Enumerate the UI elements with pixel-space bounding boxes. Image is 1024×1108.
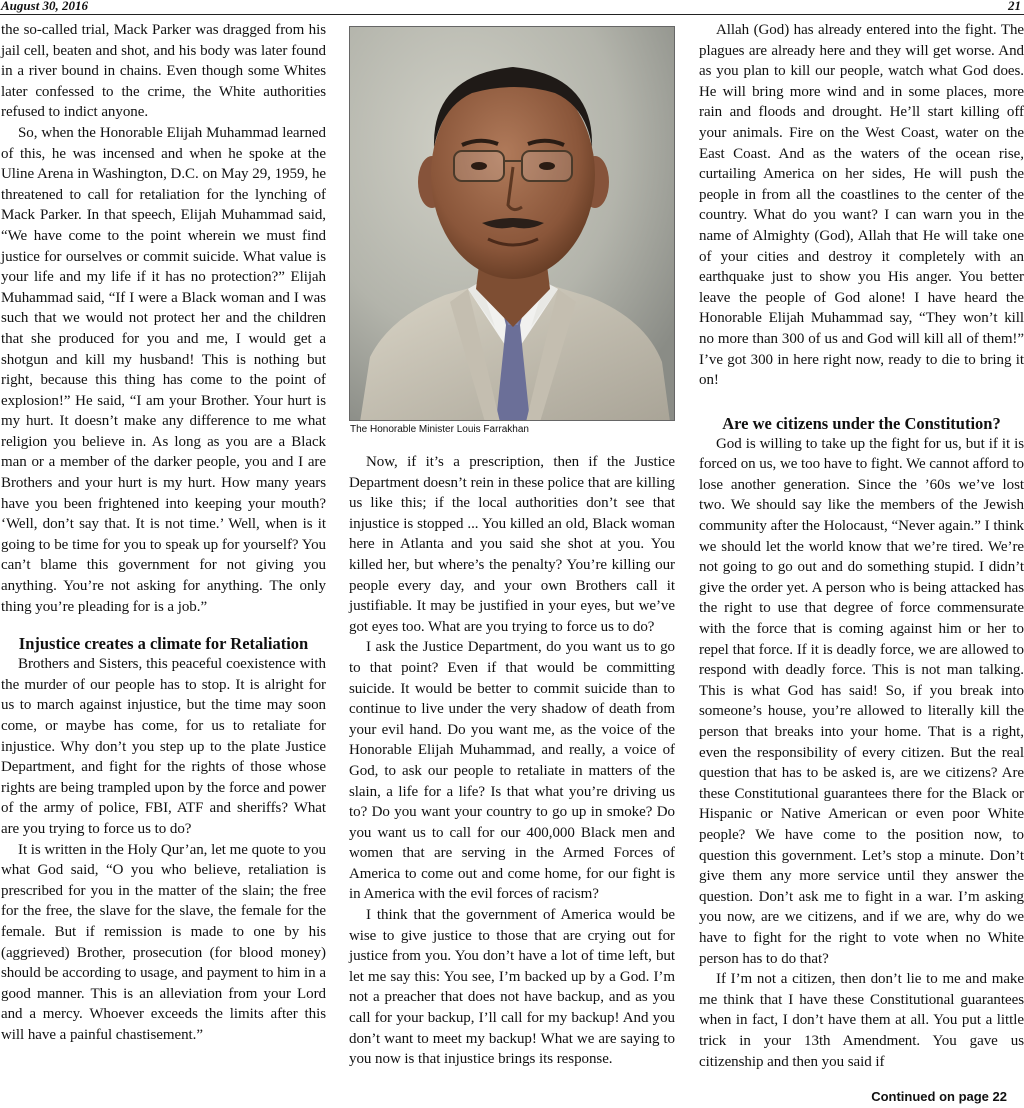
- paragraph: the so-called trial, Mack Parker was dragged from his jail cell, beaten and shot, and his body was later found in a river bound in chains. Even though some Whites later confessed to the crime, the White authorities refused to indict anyone.: [1, 22, 326, 121]
- paragraph: If I’m not a citizen, then don’t lie to me and make me think that I have these Constitutional guarantees when in fact, I don’t have them at all. You put a little trick in your 13th Amendment. You gave us citizenship and then you said if: [699, 971, 1024, 1070]
- paragraph: Now, if it’s a prescription, then if the Justice Department doesn’t rein in these police that are killing us like this; if the local authorities don’t see that injustice is stopped ... You killed an old, Black woman here in Atlanta and you said she shot at you. You killed her, but where’s the penalty? You’re killing our people every day, and your own Brothers call it justifiable. It may be justified in your eyes, but we’ve got eyes too. What are you trying to force us to do?: [349, 454, 675, 635]
- section-heading: Are we citizens under the Constitution?: [722, 413, 1001, 433]
- paragraph: I think that the government of America would be wise to give justice to those that are crying out for justice from you. You don’t have a lot of time left, but let me say this: You see, I’m backed up by a God. I’m not a preacher that does not have backup, and as you call for your backup, I’ll call for my backup! And you don’t want to meet my backup! What we are saying to you now is that injustice brings its response.: [349, 907, 675, 1068]
- page-number: 21: [1008, 0, 1021, 13]
- portrait-illustration: [350, 27, 675, 421]
- paragraph: God is willing to take up the fight for us, but if it is forced on us, we too have to fight. We cannot afford to lose another generation. Since the ’60s we’ve lost two. We should say like the members of the Jewish community after the Holocaust, “Never again.” I think we should let the world know that we’re tired. We’re not going to go out and do something stupid. I didn’t give the order yet. A person who is being attacked has the right to use that degree of force commensurate with the force that is coming against him or her to repel that force. If it is deadly force, we are allowed to respond with deadly force. This is not man talking. This is what God has said! So, if you break into someone’s house, you’re allowed to literally kill the person that breaks into your home. That is a right, even the responsibility of every citizen. But the real question that has to be asked is, are we citizens? Are these Constitutional guarantees there for the Black or Hispanic or Native American or even poor White people? We have come to the position now, to question this government. Let’s stop a minute. Don’t give them any more service until they answer the question. Don’t ask me to fight in a war. I’m asking you now, are we citizens, and if we are, why do we have to fight for the right to vote when no White person has to do that?: [699, 435, 1024, 967]
- section-heading: Injustice creates a climate for Retaliation: [18, 634, 309, 654]
- article-column-1: [1, 20, 326, 1046]
- issue-date: August 30, 2016: [1, 0, 89, 13]
- article-column-3: [699, 20, 1024, 1072]
- continued-note: Continued on page 22: [871, 1089, 1007, 1104]
- paragraph: Allah (God) has already entered into the fight. The plagues are already here and they will get worse. And as you plan to kill our people, watch what God does. He will bring more wind and in some places, more rain and floods and drought. He’ll start killing off your animals. Fire on the West Coast, water on the East Coast. And as the waters of the ocean rise, curtailing America on her sides, He will push the people in from all the coastlines to the center of the country. What do you want? I can warn you in the name of Almighty (God), Allah that He will take one of your cities and destroy it completely with an earthquake just to show you His anger. You better leave the people of God alone! I have heard the Honorable Elijah Muhammad say, “They won’t kill no more than 300 of us and God will kill all of them!” I’ve got 300 in here right now, ready to die to bring it on!: [699, 22, 1024, 389]
- article-column-2: [349, 452, 675, 1070]
- page-header: [0, 0, 1024, 15]
- photo-caption: The Honorable Minister Louis Farrakhan: [350, 424, 529, 435]
- portrait-photo: [349, 26, 675, 421]
- paragraph: I ask the Justice Department, do you want us to go to that point? Even if that would be committing suicide. It would be better to commit suicide than to continue to live under the very shadow of death from your evil hand. Do you want me, as the voice of the Honorable Elijah Muhammad, and really, a voice of God, to ask our people to retaliate in matters of the slain, a life for a life? Is that what you’re driving us to? Do you want your country to go up in smoke? Do you want us to call for our 400,000 Black men and women that are serving in the Armed Forces of America to come out and come home, for our fight is in America with the evil forces of racism?: [349, 639, 675, 903]
- paragraph: It is written in the Holy Qur’an, let me quote to you what God said, “O you who believe, retaliation is prescribed for you in the matter of the slain; the free for the free, the slave for the slave, the female for the female. But if remission is made to one by his (aggrieved) Brother, prosecution (for blood money) should be according to usage, and payment to him in a good manner. This is an alleviation from your Lord and a mercy. Whoever exceeds the limits after this will have a painful chastisement.”: [1, 841, 326, 1043]
- paragraph: Brothers and Sisters, this peaceful coexistence with the murder of our people has to stop. It is alright for us to march against injustice, but the time may soon come, or maybe has come, for us to retaliate for injustice. Why don’t you step up to the plate Justice Department, and fight for the rights of those whose rights are being trampled upon by the force and power of the army of police, FBI, ATF and sheriffs? What are you trying to force us to do?: [1, 656, 326, 837]
- paragraph: So, when the Honorable Elijah Muhammad learned of this, he was incensed and when he spoke at the Uline Arena in Washington, D.C. on May 29, 1959, he threatened to call for retaliation for the lynching of Mack Parker. In that speech, Elijah Muhammad said, “We have come to the point wherein we must find justice for ourselves or commit suicide. What value is your life and my life if it has no protection?” Elijah Muhammad said, “If I were a Black woman and I was such that we would not protect her and the children that she produced for you and me, I would get a shotgun and kill my husband! This is nothing but right, because this thing has come to the point of explosion!” He said, “I am your Brother. Your hurt is my hurt. It doesn’t make any difference to me what religion you believe in. As long as you are a Black man or a member of the darker people, you and I are Brothers and your hurt is my hurt. How many years have you been frightened into keeping your mouth? ‘Well, don’t say that. It is not time.’ Well, when is it going to be time for you to speak up for yourself? You can’t blame this government for not giving you anything. You’re not asking for anything. The only thing you’re pleading for is a job.”: [1, 124, 326, 615]
